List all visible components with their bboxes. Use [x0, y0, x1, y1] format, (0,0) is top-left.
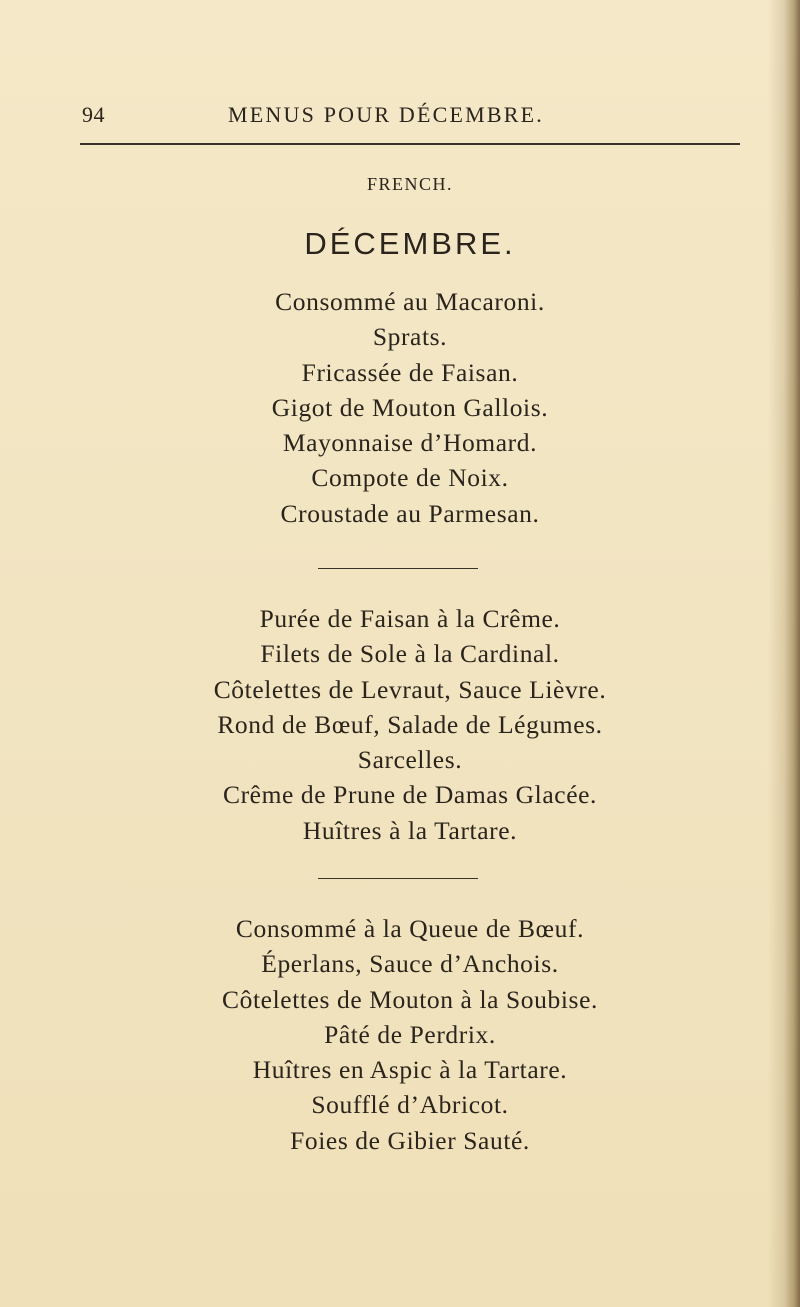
menu-item: Huîtres en Aspic à la Tartare. [252, 1055, 568, 1085]
menu-item: Côtelettes de Levraut, Sauce Lièvre. [213, 674, 607, 704]
header-rule [80, 143, 740, 145]
page-number: 94 [82, 102, 105, 127]
menu-item: Éperlans, Sauce d’Anchois. [261, 949, 559, 979]
menu-item: Soufflé d’Abricot. [311, 1090, 509, 1120]
month-title: DÉCEMBRE. [304, 226, 516, 261]
page-gutter-shadow [784, 0, 800, 1307]
menu-item: Pâté de Perdrix. [324, 1019, 496, 1049]
language-subheading: FRENCH. [366, 174, 453, 194]
menu-item: Crême de Prune de Damas Glacée. [222, 780, 598, 810]
menu-item: Huîtres à la Tartare. [302, 815, 518, 845]
menu-item: Purée de Faisan à la Crême. [259, 604, 561, 633]
menu-item: Côtelettes de Mouton à la Soubise. [222, 984, 598, 1014]
menu-item: Sarcelles. [357, 745, 463, 775]
menu-item: Consommé à la Queue de Bœuf. [235, 914, 585, 943]
menu-item: Croustade au Parmesan. [280, 498, 540, 528]
menu-divider [318, 568, 478, 569]
menu-item: Filets de Sole à la Cardinal. [260, 639, 560, 669]
menu-item: Consommé au Macaroni. [275, 287, 545, 316]
menu-item: Fricassée de Faisan. [301, 357, 519, 387]
menu-item: Compote de Noix. [311, 463, 509, 493]
menu-item: Foies de Gibier Sauté. [290, 1125, 530, 1155]
menu-block-2 [78, 601, 742, 848]
menu-block-3 [78, 911, 742, 1158]
menu-item: Gigot de Mouton Gallois. [271, 392, 549, 422]
menu-item: Mayonnaise d’Homard. [282, 428, 538, 458]
running-title: MENUS POUR DÉCEMBRE. [228, 102, 544, 127]
menu-item: Sprats. [372, 322, 448, 352]
menu-divider [318, 878, 478, 879]
running-head [0, 102, 800, 132]
menu-item: Rond de Bœuf, Salade de Légumes. [217, 709, 603, 739]
menu-block-1 [78, 284, 742, 531]
